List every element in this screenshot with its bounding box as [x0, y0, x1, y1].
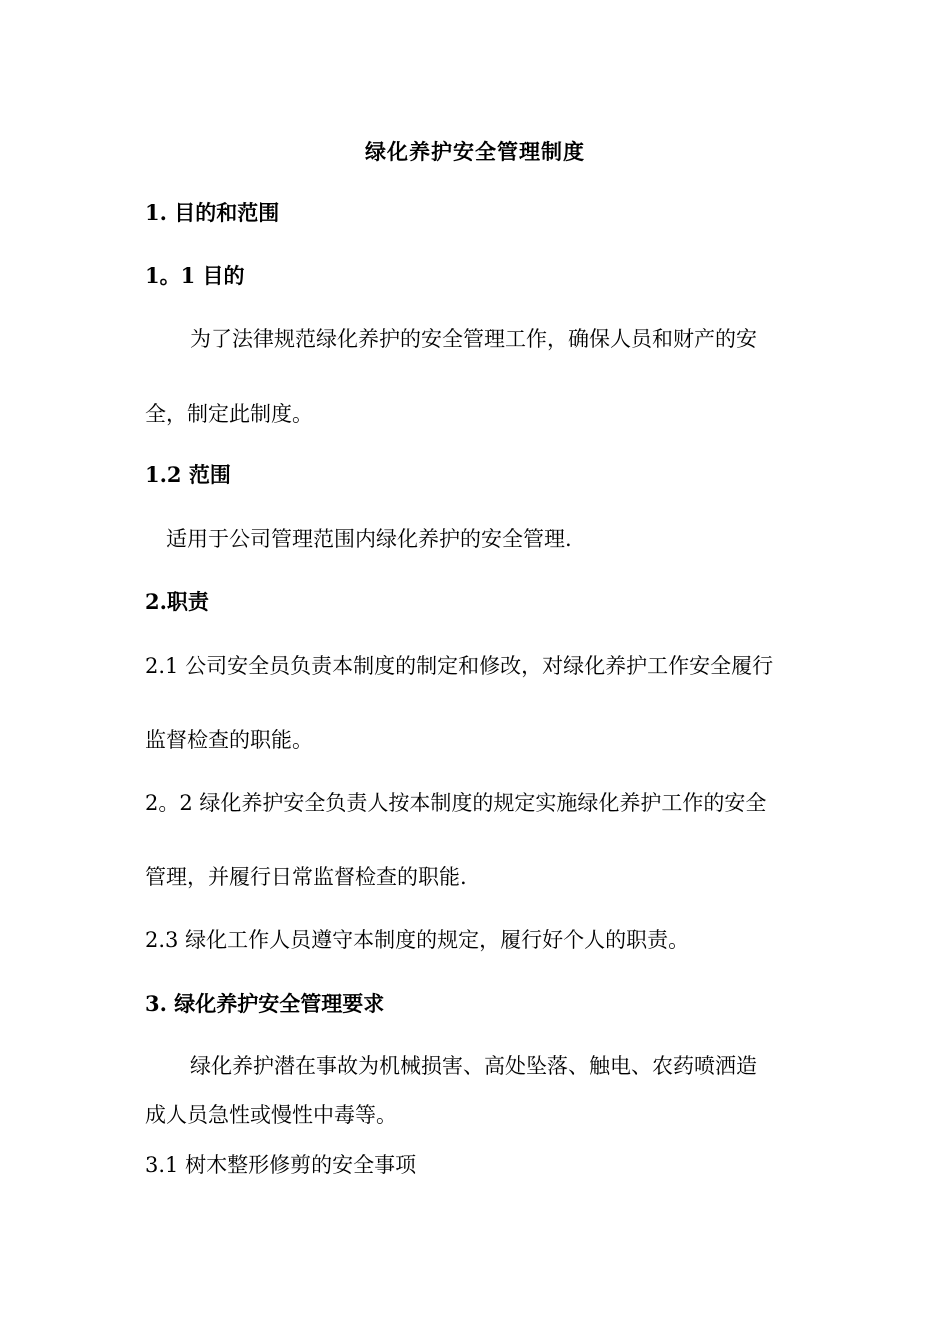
paragraph-2-2-line-2: 管理，并履行日常监督检查的职能.: [145, 865, 467, 889]
paragraph-2-1-line-2: 监督检查的职能。: [145, 728, 313, 752]
paragraph-purpose-line-2: 全，制定此制度。: [145, 402, 313, 426]
paragraph-purpose-line-1: 为了法律规范绿化养护的安全管理工作，确保人员和财产的安: [190, 327, 757, 351]
heading-2: 2.职责: [145, 589, 209, 614]
paragraph-scope: 适用于公司管理范围内绿化养护的安全管理.: [166, 527, 572, 551]
heading-3: 3. 绿化养护安全管理要求: [145, 991, 385, 1016]
paragraph-2-2-line-1: 2。2 绿化养护安全负责人按本制度的规定实施绿化养护工作的安全: [145, 791, 767, 815]
paragraph-3-intro-line-1: 绿化养护潜在事故为机械损害、高处坠落、触电、农药喷洒造: [190, 1054, 757, 1078]
heading-1: 1. 目的和范围: [145, 200, 280, 225]
paragraph-2-3: 2.3 绿化工作人员遵守本制度的规定，履行好个人的职责。: [145, 928, 690, 952]
heading-1-1: 1。1 目的: [145, 263, 245, 288]
paragraph-2-1-line-1: 2.1 公司安全员负责本制度的制定和修改，对绿化养护工作安全履行: [145, 654, 774, 678]
paragraph-3-1: 3.1 树木整形修剪的安全事项: [145, 1153, 417, 1177]
heading-1-2: 1.2 范围: [145, 462, 231, 487]
document-title: 绿化养护安全管理制度: [365, 139, 585, 164]
paragraph-3-intro-line-2: 成人员急性或慢性中毒等。: [145, 1103, 397, 1127]
